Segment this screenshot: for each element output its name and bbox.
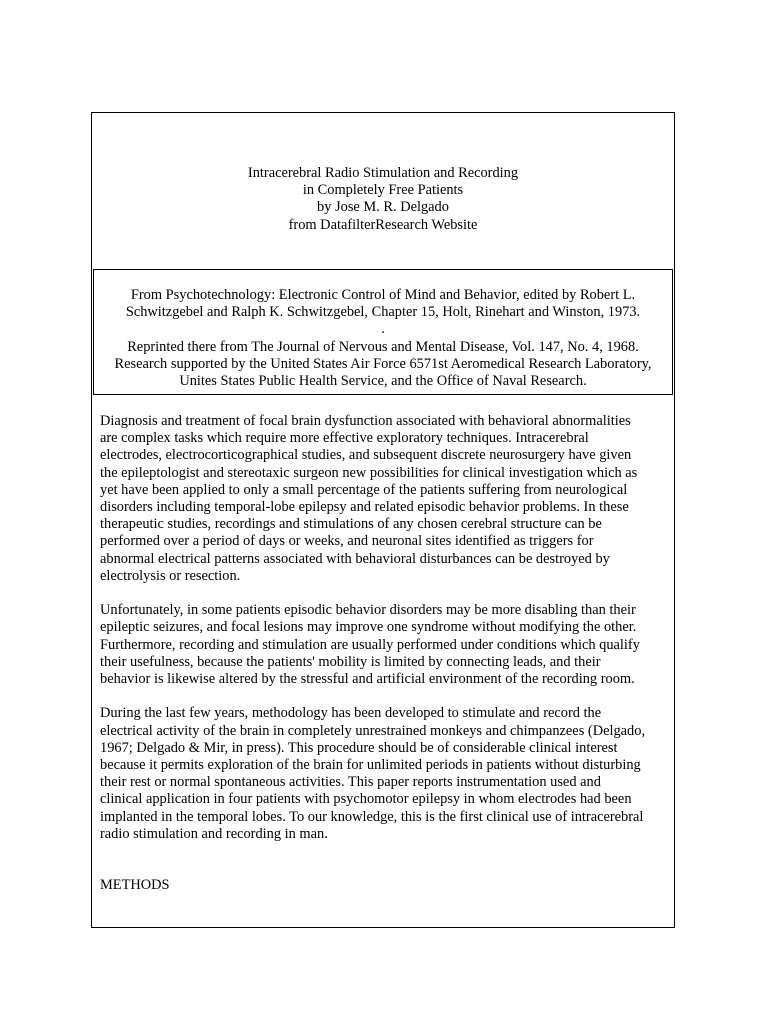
text-line: because it permits exploration of the brain for unlimited periods in patients without disturbing [100, 757, 641, 774]
text-line: implanted in the temporal lobes. To our knowledge, this is the first clinical use of intracerebral [100, 808, 644, 825]
body-text [100, 413, 672, 860]
citation-line: From Psychotechnology: Electronic Control of Mind and Behavior, edited by Robert L. [130, 287, 636, 303]
text-line: clinical application in four patients with psychomotor epilepsy in whom electrodes had been [100, 791, 632, 808]
citation-separator: . [381, 321, 385, 338]
text-line: disorders including temporal-lobe epilepsy and related episodic behavior problems. In these [100, 499, 629, 516]
source-citation-box [93, 269, 673, 395]
text-line: electrodes, electrocorticographical studies, and subsequent discrete neurosurgery have given [100, 447, 632, 464]
title-line: Intracerebral Radio Stimulation and Recording [247, 165, 519, 181]
paragraph-1 [100, 413, 672, 585]
text-line: During the last few years, methodology has been developed to stimulate and record the [100, 705, 602, 722]
text-line: yet have been applied to only a small percentage of the patients suffering from neurological [100, 481, 628, 498]
text-line: Unfortunately, in some patients episodic behavior disorders may be more disabling than their [100, 602, 636, 619]
paragraph-2 [100, 602, 672, 688]
citation-line: Reprinted there from The Journal of Nervous and Mental Disease, Vol. 147, No. 4, 1968. [127, 338, 639, 355]
text-line: 1967; Delgado & Mir, in press). This procedure should be of considerable clinical interest [100, 739, 618, 756]
text-line: abnormal electrical patterns associated with behavioral disturbances can be destroyed by [100, 550, 610, 567]
text-line: their usefulness, because the patients' mobility is limited by connecting leads, and their [100, 653, 601, 670]
text-line: their rest or normal spontaneous activities. This paper reports instrumentation used and [100, 774, 601, 791]
text-line: electrical activity of the brain in completely unrestrained monkeys and chimpanzees (Delgado, [100, 722, 646, 739]
text-line: behavior is likewise altered by the stressful and artificial environment of the recording room. [100, 671, 635, 688]
paragraph-3 [100, 705, 672, 843]
text-line: the epileptologist and stereotaxic surgeon new possibilities for clinical investigation which as [100, 464, 638, 481]
author-line: by Jose M. R. Delgado [317, 199, 449, 216]
text-line: are complex tasks which require more effective exploratory techniques. Intracerebral [100, 430, 589, 447]
text-line: therapeutic studies, recordings and stimulations of any chosen cerebral structure can be [100, 516, 602, 533]
citation-line: Schwitzgebel and Ralph K. Schwitzgebel, Chapter 15, Holt, Rinehart and Winston, 1973. [125, 304, 641, 321]
text-line: electrolysis or resection. [100, 567, 241, 584]
document-page [91, 112, 675, 928]
text-line: radio stimulation and recording in man. [100, 825, 328, 842]
text-line: Diagnosis and treatment of focal brain dysfunction associated with behavioral abnormalities [100, 413, 631, 429]
text-line: Furthermore, recording and stimulation are usually performed under conditions which qualify [100, 636, 640, 653]
text-line: epileptic seizures, and focal lesions may improve one syndrome without modifying the other. [100, 619, 637, 636]
title-block [92, 165, 674, 234]
subtitle-line: in Completely Free Patients [302, 182, 464, 199]
citation-line: Research supported by the United States Air Force 6571st Aeromedical Research Laboratory, [114, 355, 652, 372]
text-line: performed over a period of days or weeks, and neuronal sites identified as triggers for [100, 533, 594, 550]
source-website-line: from DatafilterResearch Website [288, 216, 478, 233]
citation-line: Unites States Public Health Service, and the Office of Naval Research. [179, 373, 587, 390]
section-heading: METHODS [100, 877, 170, 893]
